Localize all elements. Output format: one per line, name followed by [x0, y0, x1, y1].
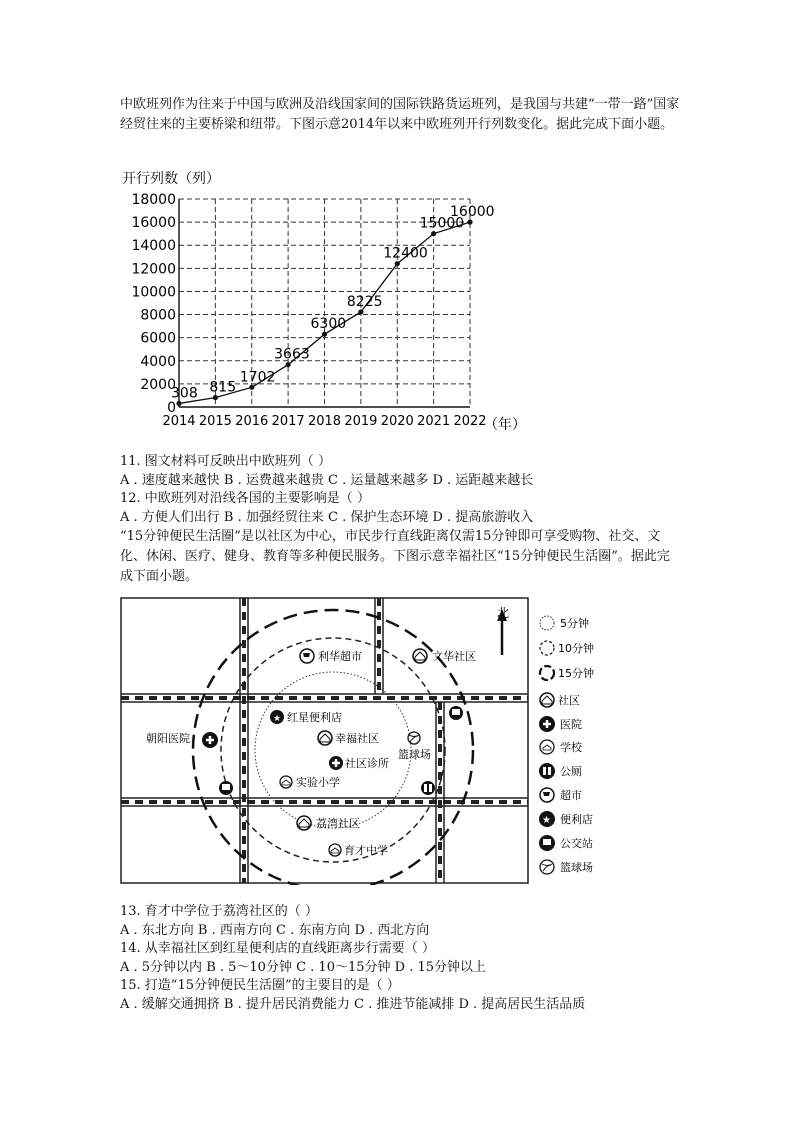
q13-options: A . 东北方向 B . 西南方向 C . 东南方向 D . 西北方向	[120, 923, 430, 938]
svg-text:利华超市: 利华超市	[318, 650, 362, 663]
svg-text:实验小学: 实验小学	[296, 776, 340, 789]
y-tick-label: 0	[167, 400, 176, 416]
svg-text:红星便利店: 红星便利店	[287, 711, 342, 724]
q15-stem: 15. 打造“15分钟便民生活圈”的主要目的是（ ）	[120, 978, 400, 993]
community-icon	[413, 649, 427, 663]
intro-paragraph-1: 中欧班列作为往来于中国与欧洲及沿线国家间的国际铁路货运班列，是我国与共建“一带一路”国家经贸往来的主要桥梁和纽带。下图示意2014年以来中欧班列开行列数变化。据此完成下面小题。	[120, 97, 680, 132]
data-point	[431, 231, 436, 236]
q14-options: A . 5分钟以内 B . 5～10分钟 C . 10～15分钟 D . 15分钟以上	[120, 960, 487, 975]
place-hongxing	[270, 710, 342, 724]
y-tick-label: 14000	[131, 238, 176, 255]
toilet-icon	[421, 781, 435, 795]
y-tick-label: 18000	[131, 192, 176, 208]
place-lihua	[300, 649, 362, 663]
q12-options: A . 方便人们出行 B . 加强经贸往来 C . 保护生态环境 D . 提高旅游收入	[120, 510, 534, 525]
data-label: 815	[209, 379, 237, 396]
north-label: 北	[497, 606, 510, 620]
svg-text:★: ★	[273, 714, 282, 724]
y-tick-label: 8000	[140, 307, 176, 324]
legend-school-icon	[540, 740, 554, 754]
svg-text:超市: 超市	[560, 789, 582, 802]
svg-text:5分钟: 5分钟	[560, 617, 589, 630]
svg-text:医院: 医院	[560, 718, 582, 731]
x-tick-label: 2017	[271, 414, 305, 429]
chart-data-labels	[171, 204, 495, 401]
line-chart	[0, 185, 794, 445]
legend-toilet-icon	[539, 763, 555, 779]
bus-stop-icon	[219, 781, 233, 795]
legend-10min-icon	[540, 641, 554, 655]
data-point	[467, 220, 472, 225]
data-label: 15000	[419, 215, 465, 232]
svg-text:朝阳医院: 朝阳医院	[146, 732, 190, 745]
community-map	[0, 595, 794, 885]
data-label: 308	[171, 385, 198, 402]
school-icon	[280, 776, 292, 788]
svg-text:10分钟: 10分钟	[558, 642, 594, 655]
y-tick-label: 2000	[140, 376, 176, 393]
data-point	[249, 385, 254, 390]
q14-stem: 14. 从幸福社区到红星便利店的直线距离步行需要（ ）	[120, 941, 435, 956]
data-label: 1702	[239, 369, 276, 386]
school-icon	[329, 844, 341, 856]
community-icon	[318, 731, 332, 745]
data-point	[176, 401, 181, 406]
svg-text:文华社区: 文华社区	[432, 650, 476, 663]
x-tick-label: 2016	[235, 414, 269, 429]
place-yucai	[329, 843, 388, 857]
place-wenhua	[413, 649, 476, 663]
q15-options: A . 缓解交通拥挤 B . 提升居民消费能力 C . 推进节能减排 D . 提高居民生活品质	[120, 997, 586, 1012]
q12-stem: 12. 中欧班列对沿线各国的主要影响是（ ）	[120, 491, 370, 506]
chart-y-label: 开行列数（列）	[122, 171, 220, 187]
map-legend	[539, 616, 594, 874]
svg-text:公厕: 公厕	[560, 765, 582, 778]
data-point	[358, 309, 363, 314]
data-label: 3663	[274, 346, 310, 363]
svg-text:社区诊所: 社区诊所	[345, 757, 389, 770]
y-tick-label: 16000	[131, 215, 176, 232]
y-tick-label: 6000	[140, 330, 176, 347]
place-school1	[280, 775, 340, 789]
y-tick-label: 10000	[131, 284, 176, 301]
q11-stem: 11. 图文材料可反映出中欧班列（ ）	[120, 454, 331, 469]
x-tick-label: 2021	[417, 414, 451, 429]
data-point	[322, 332, 327, 337]
y-tick-label: 12000	[131, 261, 176, 278]
q11-options: A . 速度越来越快 B . 运费越来越贵 C . 运量越来越多 D . 运距越来越长	[120, 473, 534, 488]
legend-community-icon	[540, 693, 554, 707]
svg-text:篮球场: 篮球场	[560, 861, 593, 874]
svg-text:社区: 社区	[558, 694, 580, 707]
svg-text:便利店: 便利店	[560, 813, 593, 826]
community-icon	[297, 816, 311, 830]
bus-stop-icon	[449, 706, 463, 720]
svg-text:荔湾社区: 荔湾社区	[316, 817, 360, 830]
x-unit-label: （年）	[484, 417, 526, 433]
intro-paragraph-2: “15分钟便民生活圈”是以社区为中心，市民步行直线距离仅需15分钟即可享受购物、社交、文化、休闲、医疗、健身、教育等多种便民服务。下图示意幸福社区“15分钟便民生活圈”。据此完成下面小题。	[120, 529, 670, 584]
svg-text:幸福社区: 幸福社区	[335, 732, 379, 745]
place-liwan	[297, 816, 360, 830]
data-point	[213, 395, 218, 400]
place-clinic	[329, 756, 389, 770]
x-tick-label: 2019	[344, 414, 378, 429]
svg-text:篮球场: 篮球场	[398, 748, 431, 761]
svg-text:★: ★	[542, 815, 551, 826]
data-label: 6300	[310, 316, 347, 333]
data-label: 8225	[346, 293, 383, 310]
x-tick-label: 2014	[162, 414, 196, 429]
svg-text:公交站: 公交站	[560, 837, 593, 850]
legend-5min-icon	[540, 616, 554, 630]
data-point	[286, 362, 291, 367]
x-tick-label: 2020	[380, 414, 414, 429]
svg-text:15分钟: 15分钟	[558, 667, 594, 680]
x-tick-label: 2015	[198, 414, 232, 429]
data-point	[395, 261, 400, 266]
place-xingfu	[318, 731, 379, 745]
legend-15min-icon	[540, 666, 554, 680]
data-label: 12400	[383, 245, 428, 262]
svg-text:育才中学: 育才中学	[344, 844, 388, 857]
x-tick-label: 2018	[307, 414, 342, 429]
svg-text:学校: 学校	[560, 741, 582, 754]
x-tick-label: 2022	[453, 414, 487, 429]
data-label: 16000	[450, 204, 495, 221]
q13-stem: 13. 育才中学位于荔湾社区的（ ）	[120, 904, 318, 919]
y-tick-label: 4000	[140, 353, 176, 370]
